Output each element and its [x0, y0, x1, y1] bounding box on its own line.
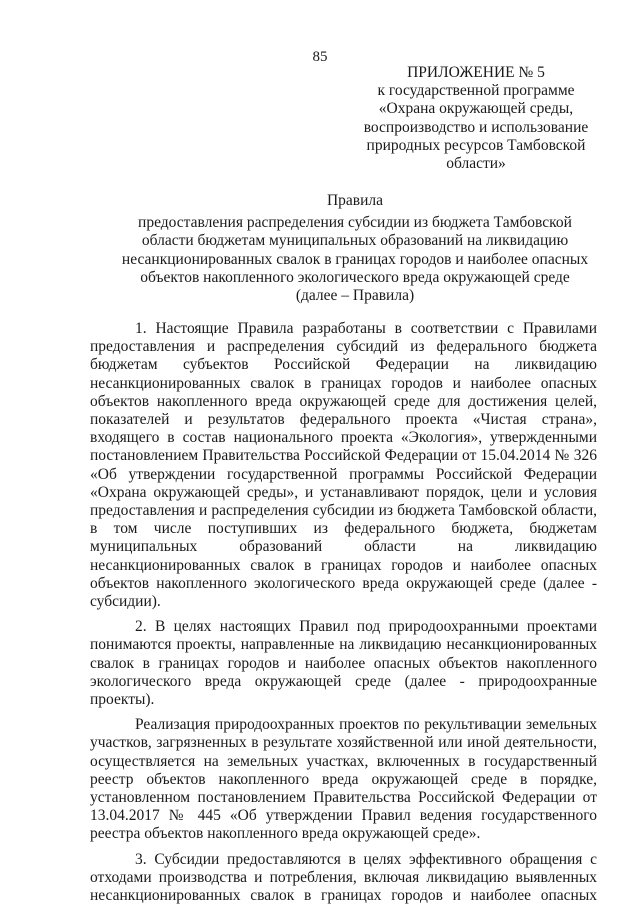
title-heading: Правила: [326, 192, 384, 209]
appendix-line: области»: [446, 155, 506, 173]
appendix-line: к государственной программе: [377, 82, 575, 100]
appendix-line: природных ресурсов Тамбовской: [366, 136, 586, 154]
paragraph-3: Реализация природоохранных проектов по рекультивации земельных участков, загрязненных в результате хозяйственной или иной деятельности, осуществляется на земельных участках, включенных в государственный реестр объектов накопленного вреда окружающей среде в порядке, установленном постановлением Правительства Российской Федерации от 13.04.2017 № 445 «Об утверждении Правил ведения государственного реестра объектов накопленного вреда окружающей среде».: [90, 716, 597, 843]
title-line: несанкционированных свалок в границах городов и наиболее опасных: [121, 250, 589, 268]
appendix-header: [355, 64, 597, 173]
paragraph-4: 3. Субсидии предоставляются в целях эффективного обращения с отходами производства и потребления, включая ликвидацию выявленных несанкционированных свалок в границах городов и наиболее опасных: [90, 850, 597, 905]
title-line: (далее – Правила): [295, 287, 415, 305]
document-body: [90, 320, 597, 905]
paragraph-1: 1. Настоящие Правила разработаны в соответствии с Правилами предоставления и распределения субсидий из федерального бюджета бюджетам субъектов Российской Федерации на ликвидацию несанкционированных свалок в границах городов и наиболее опасных объектов накопленного вреда окружающей среде для достижения целей, показателей и результатов федерального проекта «Чистая страна», входящего в состав национального проекта «Экология», утвержденными постановлением Правительства Российской Федерации от 15.04.2014 № 326 «Об утверждении государственной программы Российской Федерации «Охрана окружающей среды», и устанавливают порядок, цели и условия предоставления и распределения субсидии из бюджета Тамбовской области, в том числе поступивших из федерального бюджета, бюджетам муниципальных образований области на ликвидацию несанкционированных свалок в границах городов и наиболее опасных объектов накопленного экологического вреда окружающей среде (далее - субсидии).: [90, 320, 597, 611]
title-line: области бюджетам муниципальных образований на ликвидацию: [141, 232, 569, 250]
appendix-line: «Охрана окружающей среды,: [378, 100, 574, 118]
paragraph-2: 2. В целях настоящих Правил под природоохранными проектами понимаются проекты, направленные на ликвидацию несанкционированных свалок в границах городов и наиболее опасных объектов накопленного экологического вреда окружающей среде (далее - природоохранные проекты).: [90, 618, 597, 709]
page-number: 85: [312, 49, 328, 65]
appendix-line: ПРИЛОЖЕНИЕ № 5: [407, 64, 545, 81]
title-line: предоставления распределения субсидии из бюджета Тамбовской: [138, 214, 572, 232]
title-line: объектов накопленного экологического вреда окружающей среде: [140, 268, 570, 286]
appendix-line: воспроизводство и использование: [363, 118, 589, 136]
document-title: [115, 192, 595, 305]
